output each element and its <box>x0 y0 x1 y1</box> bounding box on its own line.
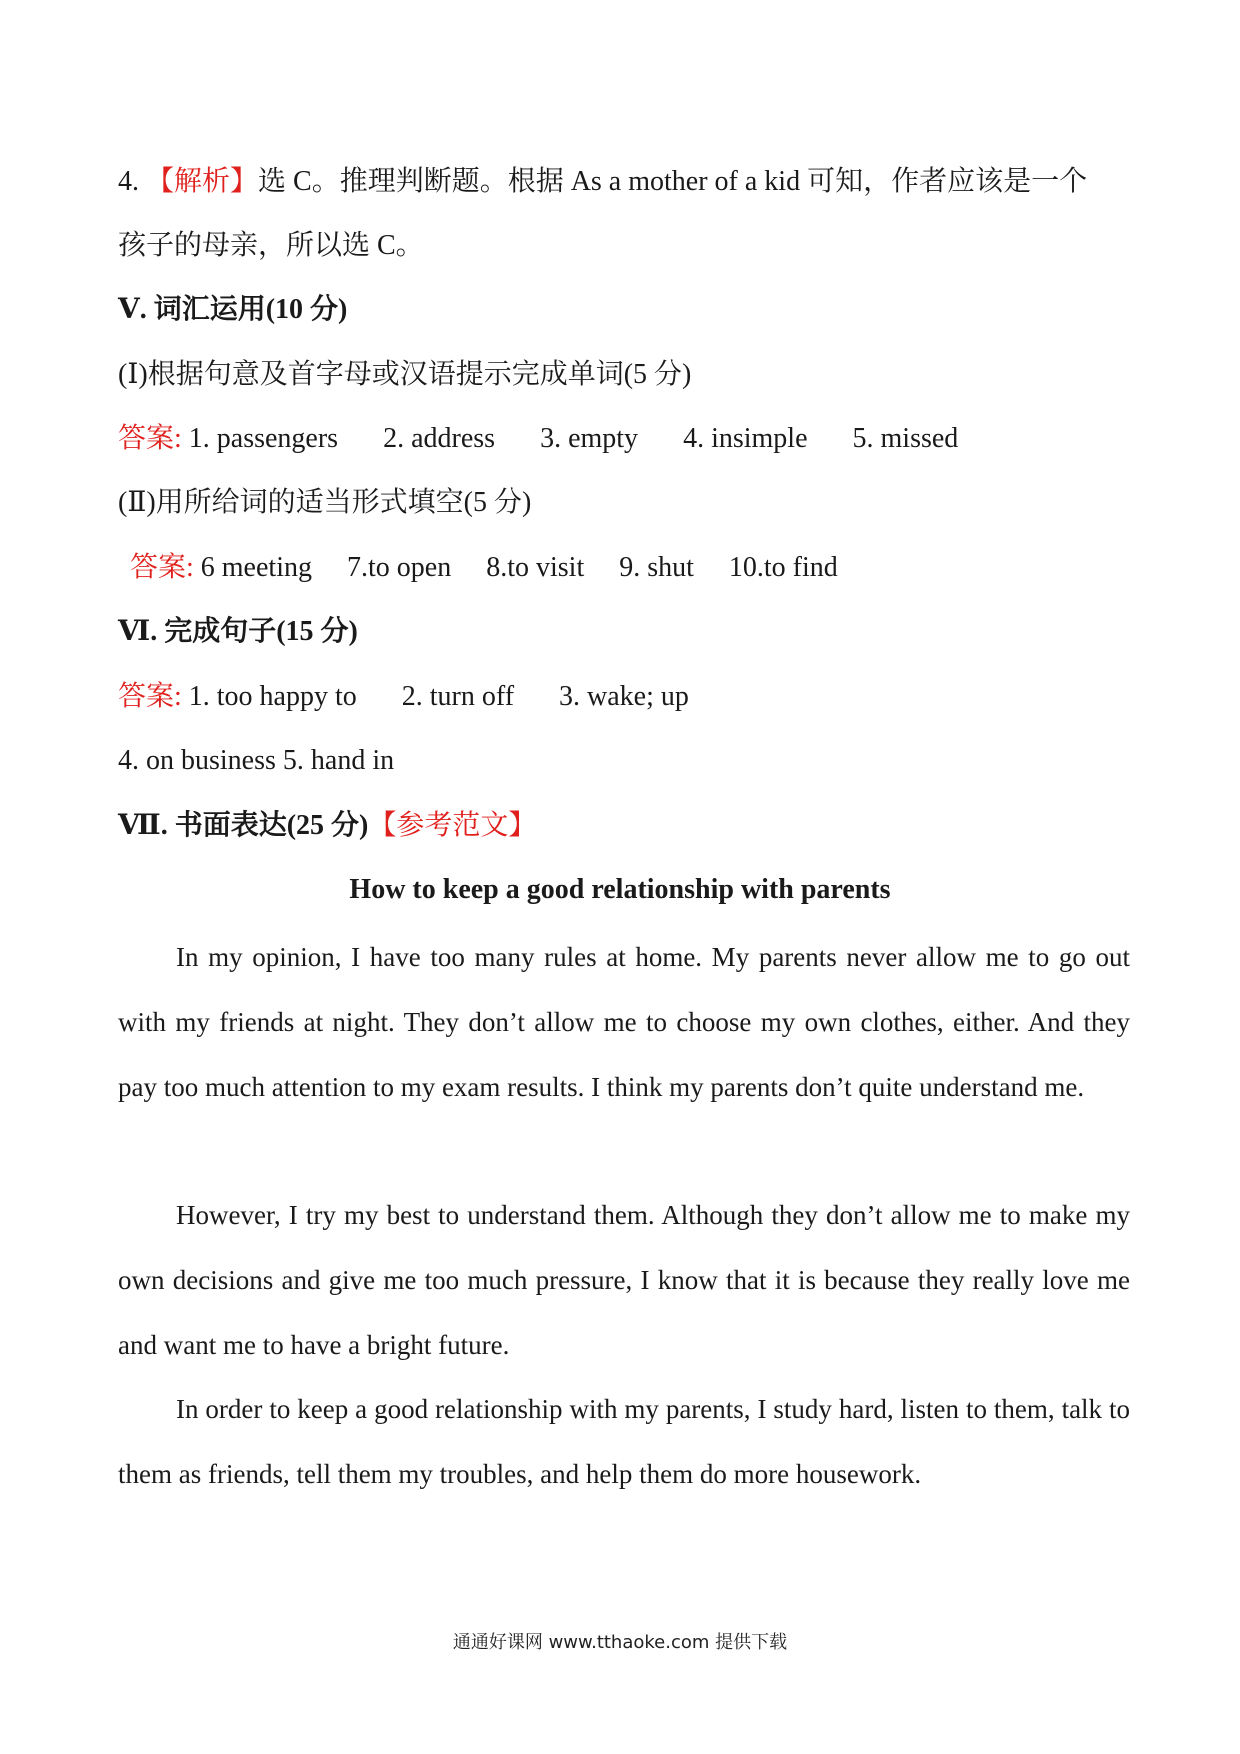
answer-item: 8.to visit <box>486 552 585 583</box>
answer-item: 3. wake; up <box>559 681 689 712</box>
answer-item: 2. address <box>383 423 496 454</box>
essay-paragraph: In order to keep a good relationship with my parents, I study hard, listen to them, talk to them as friends, tell them my troubles, and help them do more housework. <box>118 1394 1130 1489</box>
answer-item: 3. empty <box>540 423 639 454</box>
answer-item: 1. too happy to <box>188 681 357 712</box>
section-6-answers-line2: 4. on business 5. hand in <box>118 745 395 776</box>
section-7-heading: Ⅶ. 书面表达(25 分) <box>118 810 369 841</box>
section-5-part2-heading: (Ⅱ)用所给词的适当形式填空(5 分) <box>118 487 532 518</box>
q4-line1 <box>118 162 1087 202</box>
section-6-answers-line1 <box>118 677 689 717</box>
answer-label: 答案: <box>118 423 182 454</box>
answer-item: 5. missed <box>852 423 959 454</box>
section-5-heading: Ⅴ. 词汇运用(10 分) <box>118 294 348 325</box>
reference-essay-tag: 【参考范文】 <box>368 810 537 841</box>
essay-paragraph: However, I try my best to understand them. Although they don’t allow me to make my own decisions and give me too much pressure, I know that it is because they really love me and want me to have a bright future. <box>118 1200 1130 1360</box>
answer-item: 7.to open <box>346 552 452 583</box>
answer-item: 10.to find <box>728 552 838 583</box>
answer-item: 9. shut <box>619 552 694 583</box>
section-5-part1-heading: (Ⅰ)根据句意及首字母或汉语提示完成单词(5 分) <box>118 359 692 390</box>
answer-label: 答案: <box>130 552 194 583</box>
answer-item: 6 meeting <box>200 552 312 583</box>
section-6-heading: Ⅵ. 完成句子(15 分) <box>118 616 358 647</box>
answer-label: 答案: <box>118 681 182 712</box>
q4-line1-text: 选 C。推理判断题。根据 As a mother of a kid 可知，作者应该是一个 <box>258 166 1088 197</box>
essay-title: How to keep a good relationship with parents <box>349 874 891 905</box>
q4-number: 4. <box>118 166 139 197</box>
section-5-answers1 <box>118 419 958 459</box>
section-7-heading-line <box>118 806 536 846</box>
essay-paragraph: In my opinion, I have too many rules at home. My parents never allow me to go out with my friends at night. They don’t allow me to choose my own clothes, either. And they pay too much attention to my exam results. I think my parents don’t quite understand me. <box>118 942 1130 1102</box>
answer-item: 4. insimple <box>683 423 808 454</box>
section-5-answers2 <box>130 548 838 588</box>
q4-line2: 孩子的母亲，所以选 C。 <box>118 230 424 261</box>
page-footer: 通通好课网 www.tthaoke.com 提供下载 <box>452 1632 788 1653</box>
answer-item: 2. turn off <box>401 681 515 712</box>
answer-item: 1. passengers <box>188 423 339 454</box>
analysis-tag: 【解析】 <box>146 166 259 197</box>
